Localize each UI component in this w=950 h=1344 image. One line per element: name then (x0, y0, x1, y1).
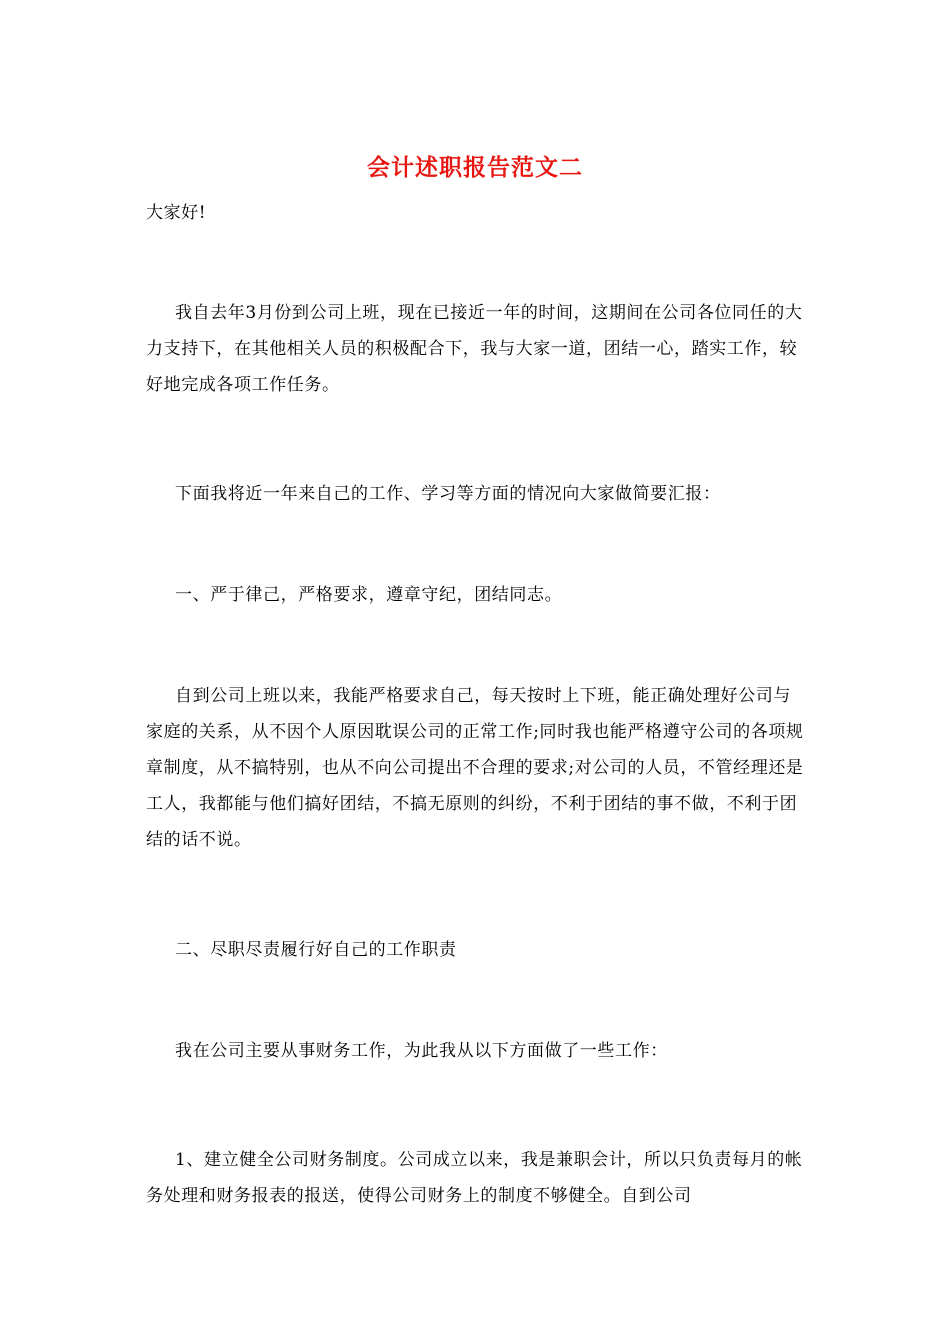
paragraph-3: 自到公司上班以来，我能严格要求自己，每天按时上下班，能正确处理好公司与家庭的关系，从不因个人原因耽误公司的正常工作;同时我也能严格遵守公司的各项规章制度，从不搞特别，也从不向公司提出不合理的要求;对公司的人员，不管经理还是工人，我都能与他们搞好团结，不搞无原则的纠纷，不利于团结的事不做，不利于团结的话不说。 (146, 686, 804, 850)
paragraph-2: 下面我将近一年来自己的工作、学习等方面的情况向大家做简要汇报： (175, 484, 721, 504)
paragraph-4: 我在公司主要从事财务工作，为此我从以下方面做了一些工作： (175, 1041, 668, 1061)
paragraph-1: 我自去年3月份到公司上班，现在已接近一年的时间，这期间在公司各位同任的大力支持下，在其他相关人员的积极配合下，我与大家一道，团结一心，踏实工作，较好地完成各项工作任务。 (146, 303, 803, 395)
section-heading-2: 二、尽职尽责履行好自己的工作职责 (175, 940, 457, 960)
paragraph-5: 1、建立健全公司财务制度。公司成立以来，我是兼职会计，所以只负责每月的帐务处理和财务报表的报送，使得公司财务上的制度不够健全。自到公司 (146, 1150, 803, 1206)
document-title: 会计述职报告范文二 (367, 154, 583, 181)
section-heading-1: 一、严于律己，严格要求，遵章守纪，团结同志。 (175, 585, 563, 605)
greeting: 大家好! (146, 203, 207, 223)
